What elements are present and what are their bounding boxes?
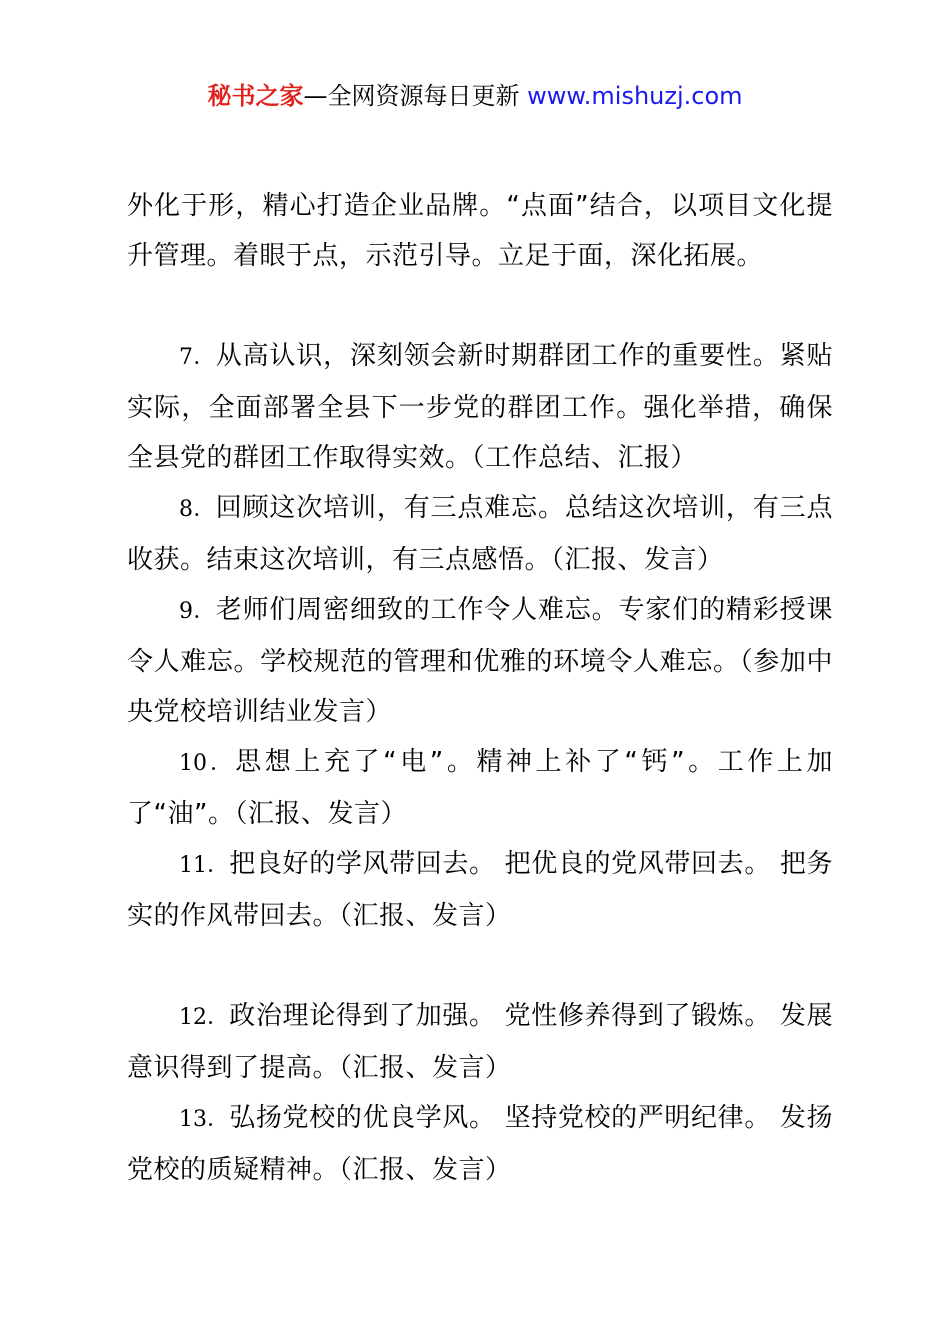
site-header [0,76,950,116]
list-item-10 [127,737,833,839]
item-text: 政治理论得到了加强。 党性修养得到了锻炼。 发展意识得到了提高。（汇报、发言） [127,1001,834,1083]
list-item-7 [127,331,833,483]
item-text: 把良好的学风带回去。 把优良的党风带回去。 把务实的作风带回去。（汇报、发言） [127,849,834,931]
item-number: 9． [179,599,216,624]
paragraph-continuation [127,181,833,281]
document-body [127,181,833,1195]
item-text: 弘扬党校的优良学风。 坚持党校的严明纪律。 发扬党校的质疑精神。（汇报、发言） [127,1103,834,1185]
paragraph-text: 外化于形，精心打造企业品牌。“点面”结合，以项目文化提升管理。着眼于点，示范引导。立足于面，深化拓展。 [127,191,833,271]
header-slogan: —全网资源每日更新 [303,82,520,110]
item-number: 8． [179,497,216,522]
list-item-12 [127,991,833,1093]
item-number: 7． [179,345,216,370]
brand-name: 秘书之家 [207,82,304,110]
item-text: 回顾这次培训，有三点难忘。总结这次培训，有三点收获。结束这次培训，有三点感悟。（汇报、发言） [127,493,833,575]
item-text: 思想上充了“电”。精神上补了“钙”。工作上加了“油”。（汇报、发言） [127,747,833,829]
list-item-8 [127,483,833,585]
site-url-link[interactable]: www.mishuzj.com [527,82,743,110]
item-text: 从高认识，深刻领会新时期群团工作的重要性。紧贴实际，全面部署全县下一步党的群团工作。强化举措，确保全县党的群团工作取得实效。（工作总结、汇报） [127,341,833,473]
list-item-11 [127,839,833,941]
item-number: 10． [179,751,236,776]
item-number: 13． [179,1107,230,1132]
list-item-13 [127,1093,833,1195]
item-text: 老师们周密细致的工作令人难忘。专家们的精彩授课令人难忘。学校规范的管理和优雅的环境令人难忘。（参加中央党校培训结业发言） [127,595,833,727]
list-item-9 [127,585,833,737]
item-number: 12． [179,1005,230,1030]
item-number: 11． [179,853,230,878]
